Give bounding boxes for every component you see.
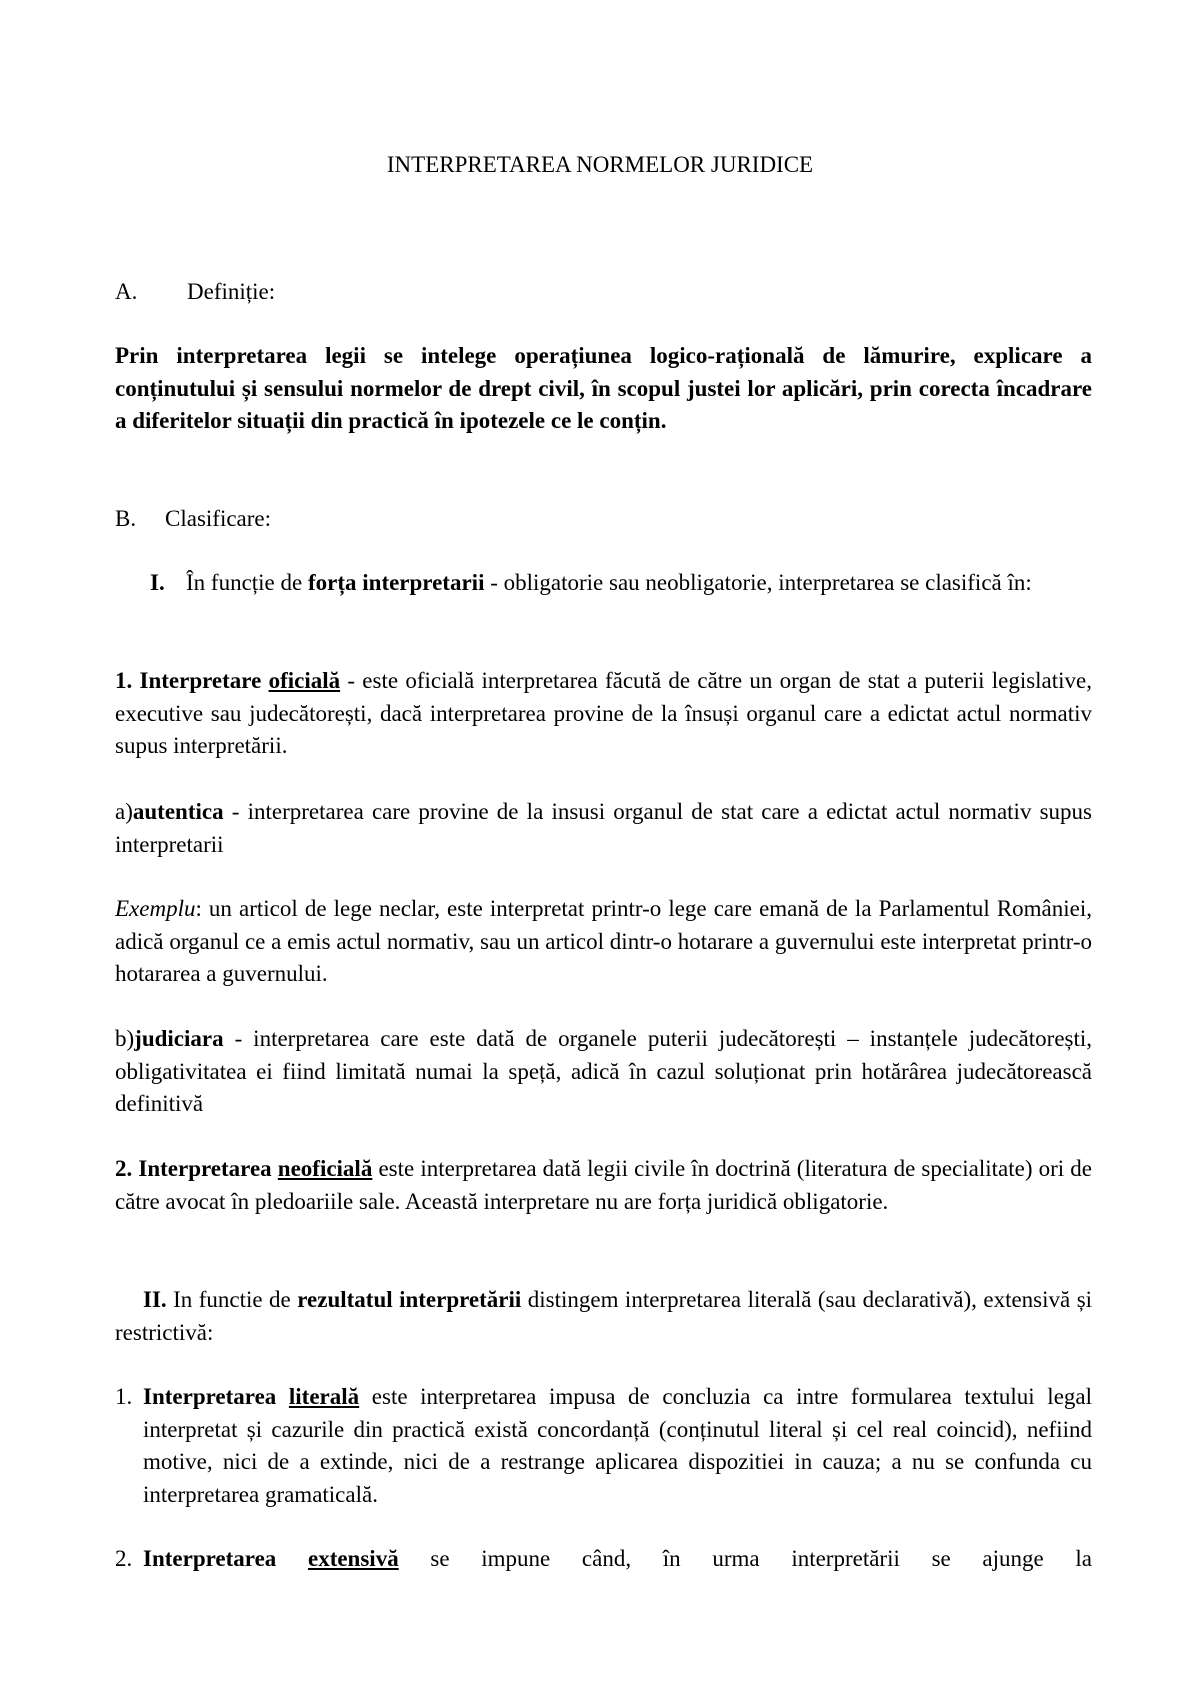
item-official <box>115 665 1092 763</box>
item-authentic-text: - interpretarea care provine de la insusi organul de stat care a edictat actul normativ supus interpretarii <box>115 799 1093 857</box>
item-judicial-text: - interpretarea care este dată de organele puterii judecătorești – instanțele judecătorești, obligativitatea ei fiind limitată numai la speță, adică în cazul soluționat prin hotărârea judecătorească definitivă <box>115 1026 1093 1116</box>
section-a-title: Definiție: <box>187 279 276 304</box>
item-authentic-label: a) <box>115 799 133 824</box>
item-judicial <box>115 1023 1092 1121</box>
item-official-term: oficială <box>268 668 341 693</box>
item-judicial-label: b) <box>115 1026 135 1051</box>
item-literal-text: este interpretarea impusa de concluzia ca intre formularea textului legal interpretat și cazurile din practică există concordanță (conținutul literal și cel real coincid), nefiind motive, nici de a extinde, nici de a restrange aplicarea dispozitiei in cauza; a nu se confunda cu interpretarea gramaticală. <box>143 1384 1093 1507</box>
item-literal-lead: Interpretarea <box>143 1384 277 1409</box>
definition-paragraph: Prin interpretarea legii se intelege operațiunea logico-rațională de lămurire, explicare a conținutului și sensului normelor de drept civil, în scopul justei lor aplicări, prin corecta încadrare a diferitelor situații din practică în ipotezele ce le conțin. <box>115 343 1092 433</box>
criterion-1-bold: forța interpretarii <box>307 570 485 595</box>
item-extensive-body <box>143 1543 1092 1576</box>
criterion-1-text <box>186 567 1092 600</box>
item-literal-term: literală <box>288 1384 360 1409</box>
item-authentic-term: autentica <box>132 799 224 824</box>
criterion-2 <box>115 1284 1092 1349</box>
document-title: INTERPRETAREA NORMELOR JURIDICE <box>386 152 814 177</box>
criterion-1-pre: În funcție de <box>186 570 303 595</box>
item-unofficial <box>115 1153 1092 1218</box>
criterion-1-post: - obligatorie sau neobligatorie, interpretarea se clasifică în: <box>490 570 1032 595</box>
section-b-heading <box>115 503 1092 536</box>
section-b-title: Clasificare: <box>165 506 272 531</box>
item-extensive-number: 2. <box>115 1546 133 1571</box>
item-unofficial-text: este interpretarea dată legii civile în doctrină (literatura de specialitate) ori de către avocat în pledoariile sale. Această interpretare nu are forța juridică obligatorie. <box>115 1156 1093 1214</box>
example-paragraph <box>115 893 1092 991</box>
section-b-letter: B. <box>115 506 137 531</box>
criterion-2-bold: rezultatul interpretării <box>297 1287 522 1312</box>
section-a-letter: A. <box>115 279 138 304</box>
item-extensive-text: se impune când, în urma interpretării se ajunge la <box>430 1546 1093 1571</box>
item-extensive-term: extensivă <box>307 1546 399 1571</box>
item-unofficial-number: 2. <box>115 1156 133 1181</box>
section-a-heading <box>115 276 1092 309</box>
criterion-2-number: II. <box>143 1287 167 1312</box>
criterion-1-number: I. <box>150 570 165 595</box>
item-official-number: 1. <box>115 668 133 693</box>
item-literal <box>115 1381 1092 1511</box>
item-unofficial-lead: Interpretarea <box>138 1156 272 1181</box>
criterion-2-post: distingem interpretarea literală (sau declarativă), extensivă și restrictivă: <box>115 1287 1093 1345</box>
item-judicial-term: judiciara <box>134 1026 224 1051</box>
item-unofficial-term: neoficială <box>277 1156 373 1181</box>
item-official-text: - este oficială interpretarea făcută de către un organ de stat a puterii legislative, executive sau judecătorești, dacă interpretarea provine de la însuși organul care a edictat actul normativ supus interpretării. <box>115 668 1093 758</box>
item-official-lead: Interpretare <box>139 668 262 693</box>
item-authentic <box>115 796 1092 861</box>
item-literal-body <box>143 1381 1092 1511</box>
item-extensive <box>115 1543 1092 1576</box>
criterion-2-pre: In functie de <box>173 1287 291 1312</box>
example-text: : un articol de lege neclar, este interpretat printr-o lege care emană de la Parlamentul României, adică organul ce a emis actul normativ, sau un articol dintr-o hotarare a guvernului este interpretat printr-o hotararea a guvernului. <box>115 896 1092 986</box>
item-literal-number: 1. <box>115 1384 133 1409</box>
example-label: Exemplu <box>115 896 196 921</box>
criterion-1 <box>150 567 1092 600</box>
item-extensive-lead: Interpretarea <box>143 1546 277 1571</box>
